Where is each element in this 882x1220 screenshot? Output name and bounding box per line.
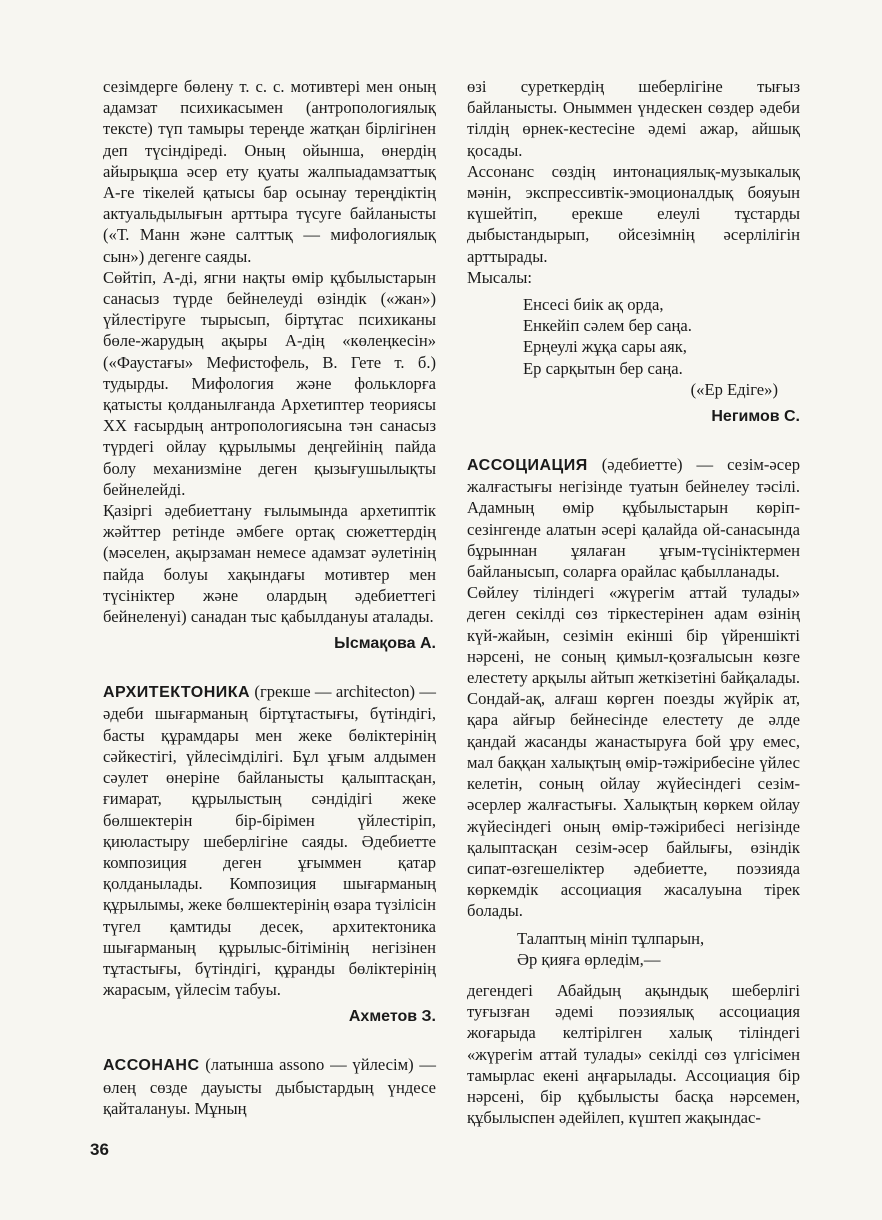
verse-line: Ерңеулі жұқа сары аяк, [523, 337, 687, 357]
verse-source: («Ер Едіге») [690, 379, 778, 399]
entry-architectonics [103, 681, 436, 1000]
verse-line: Әр қияға өрледім,— [517, 949, 661, 969]
entry-term: АРХИТЕКТОНИКА [103, 684, 251, 702]
paragraph: өзі суреткердің шеберлігіне тығыз байланысты. Оныммен үндескен сөздер әдеби тілдің өрнек-кестесіне әдемі ажар, айшық қосады. [467, 77, 800, 160]
paragraph: Ассонанс сөздің интонациялық-музыкалық мәнін, экспрессивтік-эмоционалдық бояуын күшейтіп, ерекше елеулі тұстарды дыбыстандырып, ойсезімнің әсерлілігін арттырады. [467, 161, 800, 266]
entry-term: АССОЦИАЦИЯ [467, 457, 588, 475]
paragraph: Мысалы: [467, 267, 533, 287]
author-signature: Ахметов З. [348, 1008, 436, 1026]
entry-term: АССОНАНС [103, 1057, 200, 1075]
page-number: 36 [90, 1140, 109, 1159]
paragraph: сезімдерге бөлену т. с. с. мотивтері мен оның адамзат психикасымен (антропологиялық тексте) түп тамыры тереңде жатқан бірлігінен деп түсіндіреді. Оның ойынша, өнердің айырықша әсер ету қуаты жалпыадамзаттық А-ге тікелей қатысы бар осынау тереңдіктің актуальдылығын арттыра түсуге байланысты («Т. Манн және салттық — мифологиялық сын») дегенге саяды. [103, 77, 436, 266]
author-signature: Негимов С. [711, 408, 800, 426]
paragraph: Сөйлеу тіліндегі «жүрегім аттай тулады» деген секілді сөз тіркестерінен адам өзінің күй-жайын, сезімін екінші бір үйреншікті нәрсені, не соның қимыл-қозғалысын көзге елестету арқылы айтып жеткізетіні байқалады. Сондай-ақ, алғаш көрген поезды жүйрік ат, қара айғыр бейнесінде елестету де әлде қандай жасанды жанастыруға бой ұру емес, мал баққан халықтың өмір-тәжірибесіне үйлес келетін, соның ойлау жүйесіндегі сезім-әсерлер жалғастығы. Халықтың көркем ойлау жүйесіндегі оның өмір-тәжірибесі негізінде қалыптасқан сезім-әсер байлығы, өзіндік сипат-өзгешеліктер әдебиетте, поэзияда көркемдік ассоциация жасалуына тірек болады. [467, 583, 800, 921]
author-signature: Ысмақова А. [334, 635, 436, 653]
verse-line: Енсесі биік ақ орда, [523, 295, 664, 315]
paragraph: дегендегі Абайдың ақындық шеберлігі туғызған әдемі поэзиялық ассоциация жоғарыда келтірілген халық тіліндегі «жүрегім аттай тулады» секілді сөз үлгісімен тамырлас екені аңғарылады. Ассоциация бір нәрсені, бір құбылысты басқа нәрсемен, құбылыспен әдейілеп, күштеп жақындас- [467, 980, 800, 1128]
paragraph: Сөйтіп, А-ді, ягни нақты өмір құбылыстарын санасыз түрде бейнелеуді өзіндік («жан») үйлестіруге тырысып, біртұтас психиканы бөле-жарудың ақыры А-дің «көлеңкесін» («Фаустағы» Мефистофель, В. Гете т. б.) тудырды. Мифология және фольклорға қатысты қолданылғанда Архетиптер теориясы XX ғасырдың антропологиясына тән санасыз түрдегі ойлау құрылымы деңгейінің пайда болу механизміне деген қызығушылықты бейнелейді. [103, 267, 436, 499]
verse-line: Талаптың мініп тұлпарын, [517, 928, 705, 948]
entry-definition: (латынша assono — үйлесім) — өлең сөзде дауысты дыбыстардың үндесе қайталануы. Мұның [103, 1055, 436, 1118]
verse-line: Ер сарқытын бер саңа. [523, 358, 683, 378]
left-column [103, 76, 436, 1119]
right-column [467, 76, 800, 1128]
paragraph: Қазіргі әдебиеттану ғылымында архетиптік жәйттер ретінде әмбеге ортақ сюжеттердің (мәселен, ақырзаман немесе адамзат әулетінің пайда болуы хақындағы мотивтер мен түсініктер және олардың әдебиеттегі бейнеленуі) санадан тыс қабылдануы аталады. [103, 501, 436, 627]
entry-assonance [103, 1054, 436, 1119]
entry-definition: (әдебиетте) — сезім-әсер жалғастығы негізінде туатын бейнелеу тәсілі. Адамның өмір құбылыстарын көріп-сезінгенде алатын әсері қалайда ой-санасында бұрыннан ұялаған ұғым-түсініктермен байланысып, соларға орайлас қабылланады. [467, 455, 800, 582]
entry-definition: (грекше — architecton) — әдеби шығарманың біртұтастығы, бүтіндігі, басты құрамдары мен жеке бөліктерінің сәйкестігі, үйлесімділігі. Бұл ұғым алдымен сәулет өнеріне байланысты қалыптасқан, ғимарат, құрылыстың сәндідігі жеке бөлшектерін бір-бірімен үйлестіріп, қиюластыру шеберлігіне саяды. Әдебиетте композиция деген ұғыммен қатар қолданылады. Композиция шығарманың құрылымы, жеке бөлшектерінің өзара түзілісін түгел қамтиды десек, архитектоника шығарманың құрылыс-бітімінің негізінен тұтастығы, бүтіндігі, құранды бөліктерінің жарасым, үйлесім табуы. [103, 682, 436, 1000]
verse-quote [467, 294, 800, 379]
verse-quote [467, 928, 800, 970]
entry-association [467, 454, 800, 582]
verse-line: Енкейіп сәлем бер саңа. [523, 316, 692, 336]
